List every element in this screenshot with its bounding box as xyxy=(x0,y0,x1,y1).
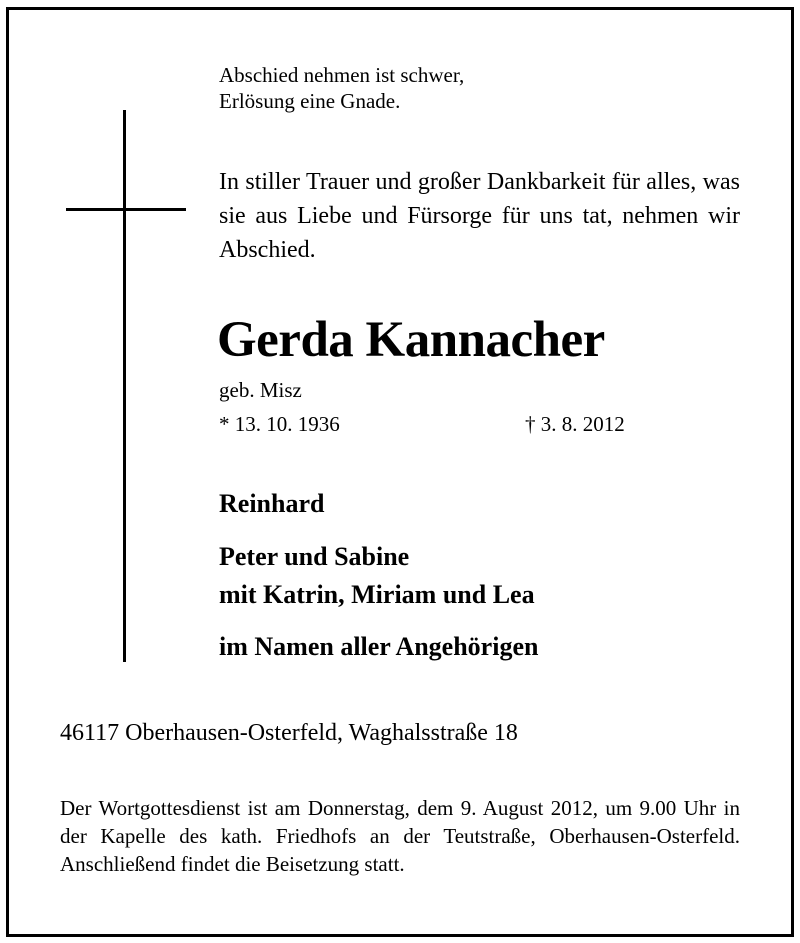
motto-line-2: Erlösung eine Gnade. xyxy=(219,89,401,113)
mourner-reinhard: Reinhard xyxy=(219,489,325,518)
mourner-grandchildren: mit Katrin, Miriam und Lea xyxy=(219,580,535,609)
deceased-name: Gerda Kannacher xyxy=(217,312,605,368)
motto xyxy=(219,62,464,114)
mourner-all-relatives: im Namen aller Angehörigen xyxy=(219,632,539,661)
address: 46117 Oberhausen-Osterfeld, Waghalsstraße 18 xyxy=(60,720,518,746)
death-date: † 3. 8. 2012 xyxy=(525,412,625,436)
motto-line-1: Abschied nehmen ist schwer, xyxy=(219,63,465,87)
mourner-peter-sabine: Peter und Sabine xyxy=(219,542,410,571)
birth-date: * 13. 10. 1936 xyxy=(219,412,340,436)
service-notice: Der Wortgottesdienst ist am Donnerstag, dem 9. August 2012, um 9.00 Uhr in der Kapelle des kath. Friedhofs an der Teutstraße, Oberhausen-Osterfeld. Anschließend findet die Beisetzung statt. xyxy=(60,796,740,876)
birth-name: geb. Misz xyxy=(219,378,302,402)
cross-icon-horizontal-bar xyxy=(66,208,186,211)
intro-text: In stiller Trauer und großer Dankbarkeit für alles, was sie aus Liebe und Fürsorge für uns tat, nehmen wir Abschied. xyxy=(219,169,740,263)
cross-icon-vertical-bar xyxy=(123,110,126,662)
